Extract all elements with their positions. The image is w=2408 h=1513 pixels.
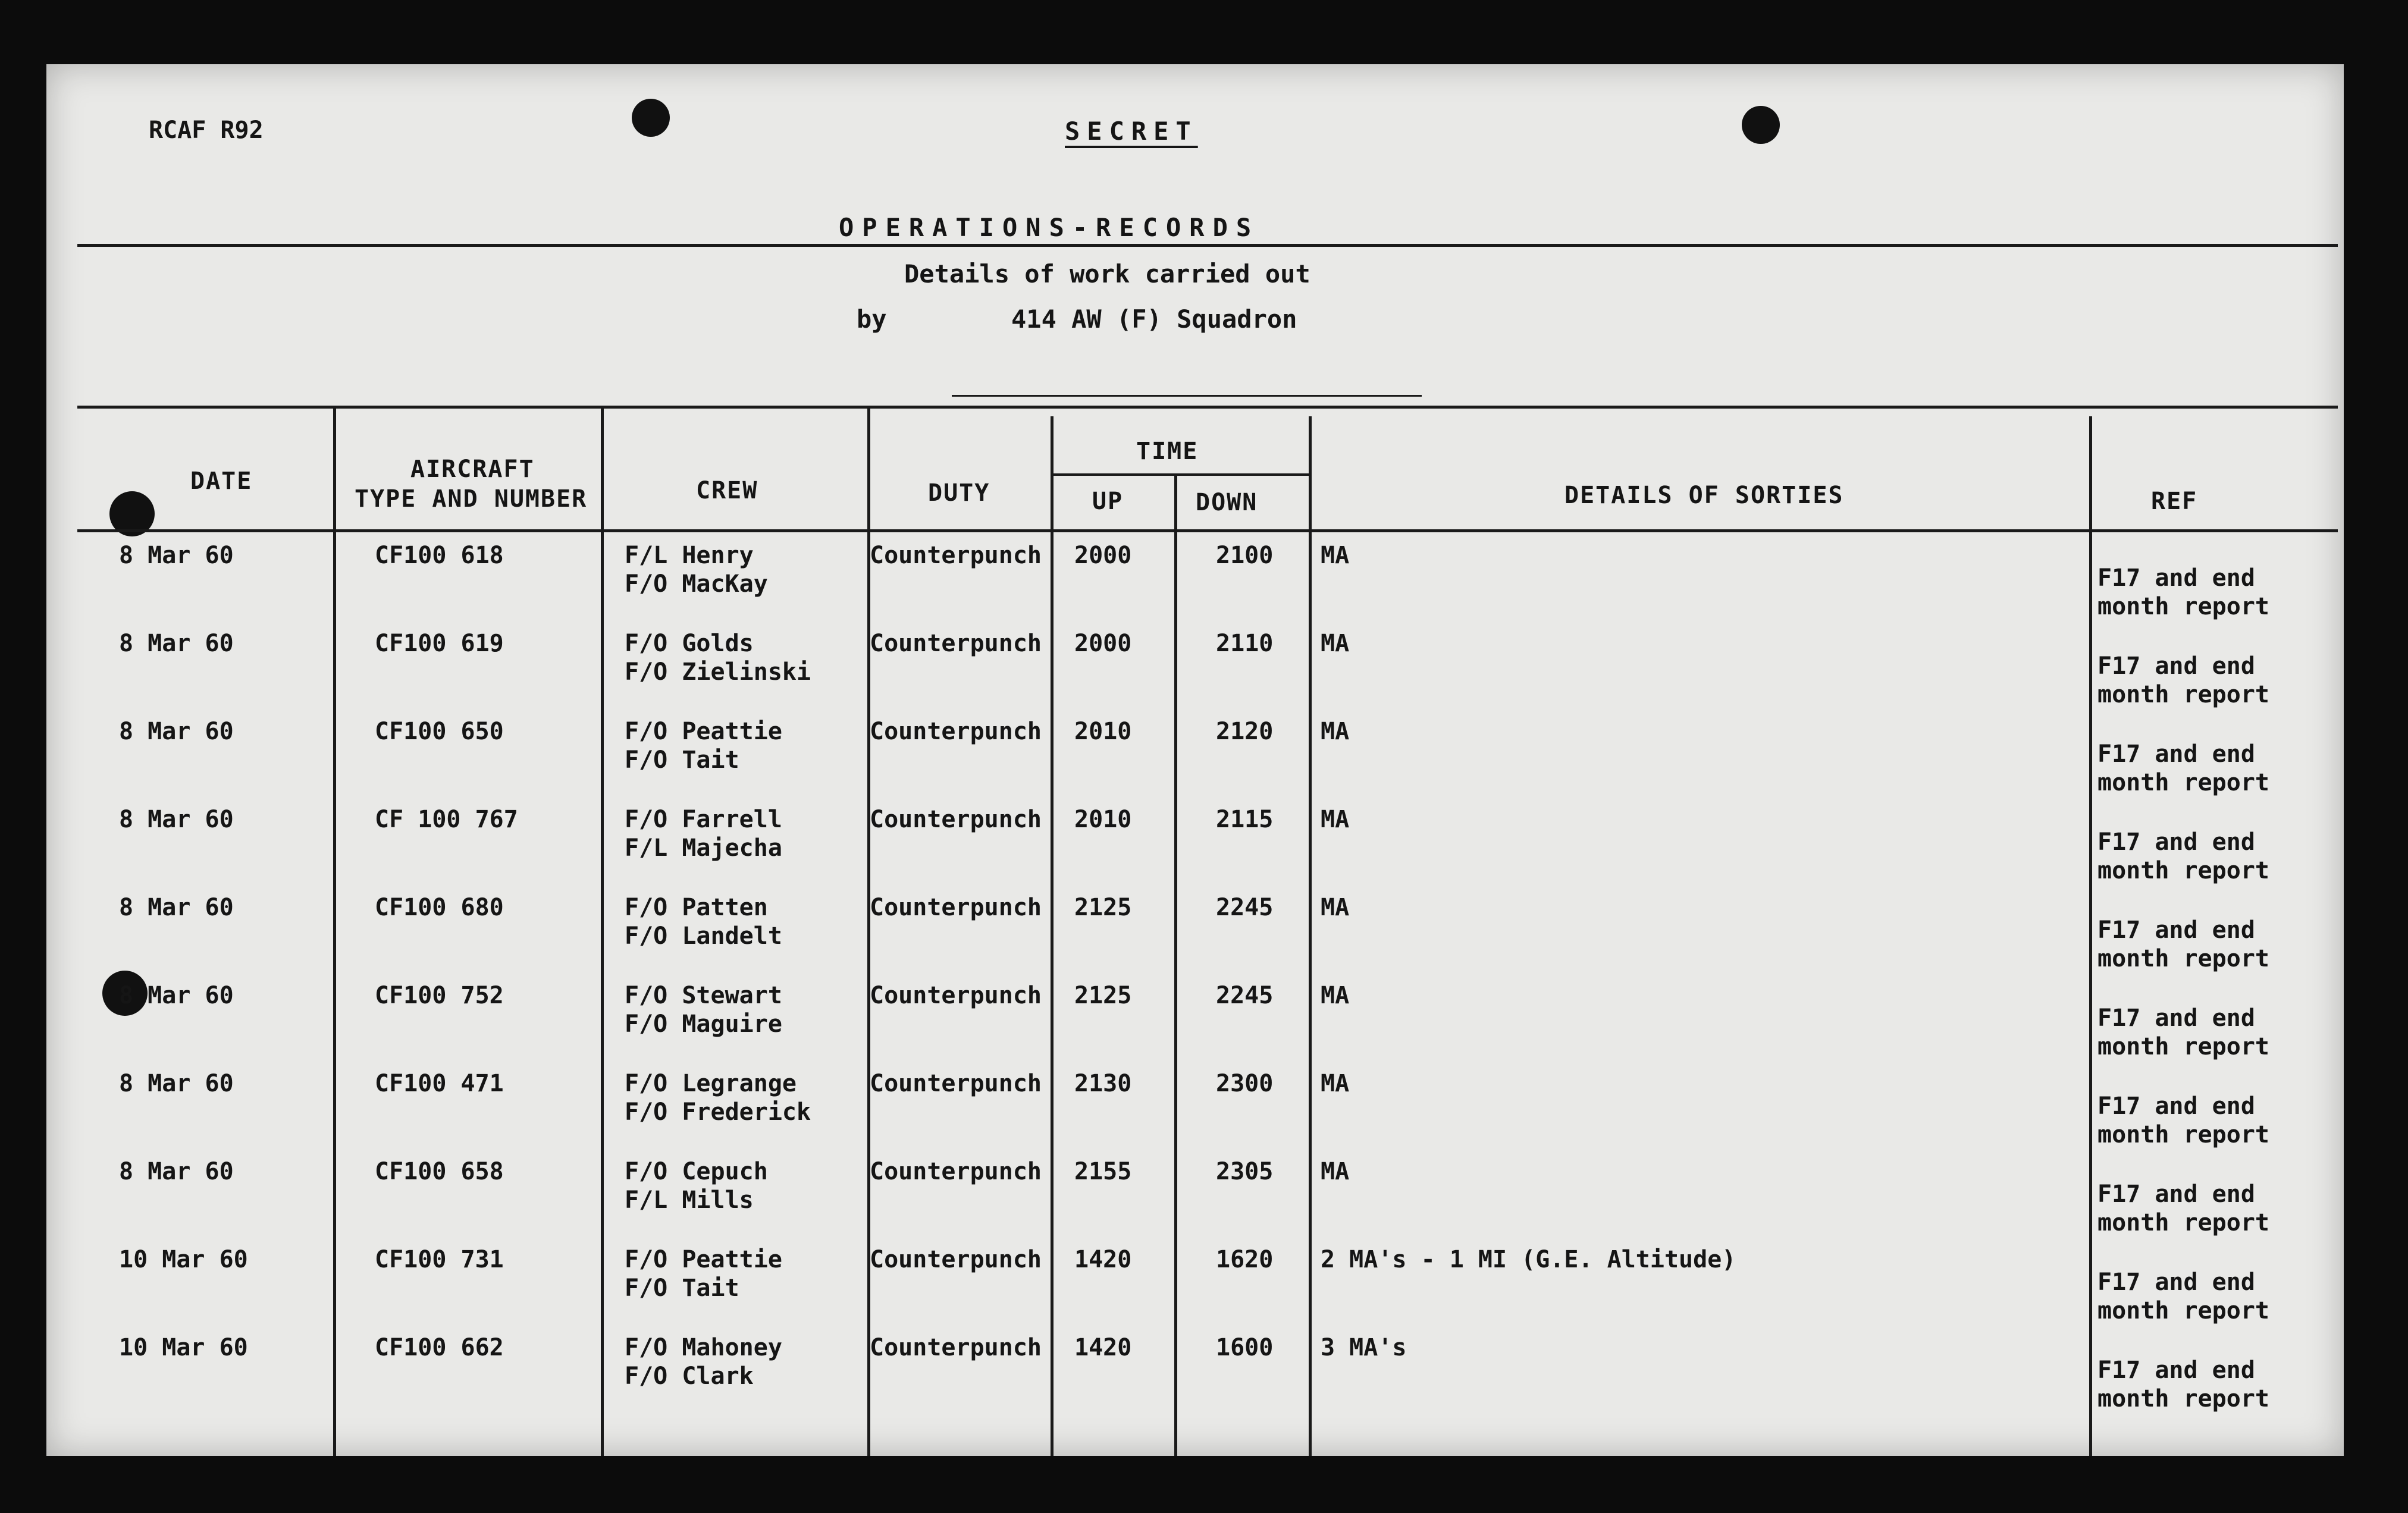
punch-hole-left — [632, 99, 670, 137]
column-divider-aircraft — [601, 406, 604, 1456]
row-ref-2: month report — [2097, 593, 2269, 620]
row-duty: Counterpunch — [870, 542, 1042, 569]
row-date: 10 Mar 60 — [119, 1334, 248, 1361]
row-crew-1: F/O Cepuch — [625, 1158, 768, 1185]
time-header-rule — [1053, 473, 1309, 476]
document-title: OPERATIONS-RECORDS — [839, 213, 1260, 242]
row-details: MA — [1321, 806, 1350, 833]
row-time-up: 1420 — [1074, 1246, 1132, 1273]
column-header-details: DETAILS OF SORTIES — [1564, 482, 1844, 509]
row-duty: Counterpunch — [870, 630, 1042, 657]
row-time-down: 2110 — [1216, 630, 1274, 657]
row-duty: Counterpunch — [870, 982, 1042, 1009]
column-header-down: DOWN — [1196, 489, 1258, 516]
row-crew-2: F/O Frederick — [625, 1098, 811, 1126]
row-details: MA — [1321, 630, 1350, 657]
row-aircraft: CF100 752 — [375, 982, 504, 1009]
row-crew-2: F/O Tait — [625, 1275, 739, 1302]
row-details: MA — [1321, 718, 1350, 745]
row-crew-2: F/L Majecha — [625, 834, 782, 862]
column-divider-duty — [1051, 416, 1054, 1456]
row-crew-2: F/O MacKay — [625, 570, 768, 598]
form-id: RCAF R92 — [149, 117, 264, 144]
row-time-down: 1620 — [1216, 1246, 1274, 1273]
row-ref-1: F17 and end — [2097, 916, 2255, 944]
row-crew-1: F/O Patten — [625, 894, 768, 921]
row-time-up: 2000 — [1074, 542, 1132, 569]
row-ref-2: month report — [2097, 1385, 2269, 1412]
row-details: 3 MA's — [1321, 1334, 1407, 1361]
row-time-up: 2000 — [1074, 630, 1132, 657]
row-time-down: 2115 — [1216, 806, 1274, 833]
row-aircraft: CF100 662 — [375, 1334, 504, 1361]
row-aircraft: CF100 731 — [375, 1246, 504, 1273]
row-details: MA — [1321, 542, 1350, 569]
table-top-rule — [77, 406, 2338, 409]
row-ref-2: month report — [2097, 769, 2269, 796]
unit-name: 414 AW (F) Squadron — [1011, 305, 1297, 334]
row-ref-2: month report — [2097, 1297, 2269, 1324]
row-time-up: 1420 — [1074, 1334, 1132, 1361]
row-duty: Counterpunch — [870, 1070, 1042, 1097]
row-time-up: 2155 — [1074, 1158, 1132, 1185]
row-details: MA — [1321, 894, 1350, 921]
row-details: MA — [1321, 982, 1350, 1009]
row-duty: Counterpunch — [870, 718, 1042, 745]
column-header-aircraft-line2: TYPE AND NUMBER — [355, 485, 588, 513]
row-ref-2: month report — [2097, 857, 2269, 884]
column-header-time: TIME — [1136, 438, 1199, 465]
punch-hole-right — [1742, 106, 1780, 144]
row-aircraft: CF100 471 — [375, 1070, 504, 1097]
column-header-aircraft-line1: AIRCRAFT — [410, 456, 535, 483]
row-aircraft: CF100 658 — [375, 1158, 504, 1185]
row-crew-1: F/O Mahoney — [625, 1334, 782, 1361]
header-rule — [77, 244, 2338, 247]
column-header-crew: CREW — [696, 477, 758, 504]
row-time-down: 2245 — [1216, 894, 1274, 921]
row-details: MA — [1321, 1070, 1350, 1097]
row-time-up: 2125 — [1074, 982, 1132, 1009]
row-aircraft: CF100 650 — [375, 718, 504, 745]
row-time-up: 2125 — [1074, 894, 1132, 921]
row-time-down: 2300 — [1216, 1070, 1274, 1097]
row-ref-1: F17 and end — [2097, 1181, 2255, 1208]
row-crew-2: F/O Maguire — [625, 1010, 782, 1038]
row-time-down: 1600 — [1216, 1334, 1274, 1361]
row-time-up: 2010 — [1074, 718, 1132, 745]
column-divider-time — [1174, 473, 1177, 1456]
column-header-duty: DUTY — [928, 479, 990, 507]
document-subtitle: Details of work carried out — [904, 259, 1310, 288]
row-date: 8 Mar 60 — [119, 806, 234, 833]
column-divider-down — [1309, 416, 1312, 1456]
row-date: 8 Mar 60 — [119, 718, 234, 745]
row-ref-1: F17 and end — [2097, 1357, 2255, 1384]
row-aircraft: CF 100 767 — [375, 806, 518, 833]
classification-label: SECRET — [1065, 117, 1198, 146]
row-crew-1: F/O Peattie — [625, 1246, 782, 1273]
row-time-up: 2010 — [1074, 806, 1132, 833]
column-header-date: DATE — [190, 467, 253, 495]
column-header-rule — [77, 529, 2338, 532]
row-duty: Counterpunch — [870, 894, 1042, 921]
row-ref-1: F17 and end — [2097, 1093, 2255, 1120]
row-crew-2: F/O Clark — [625, 1363, 754, 1390]
row-date: 8 Mar 60 — [119, 630, 234, 657]
row-ref-2: month report — [2097, 1121, 2269, 1148]
row-ref-2: month report — [2097, 1209, 2269, 1236]
row-time-down: 2100 — [1216, 542, 1274, 569]
row-crew-2: F/O Landelt — [625, 922, 782, 950]
row-details: MA — [1321, 1158, 1350, 1185]
row-crew-1: F/O Legrange — [625, 1070, 797, 1097]
row-ref-1: F17 and end — [2097, 740, 2255, 768]
row-date: 8 Mar 60 — [119, 982, 234, 1009]
row-crew-2: F/O Tait — [625, 746, 739, 774]
row-duty: Counterpunch — [870, 806, 1042, 833]
row-ref-1: F17 and end — [2097, 1005, 2255, 1032]
row-time-down: 2245 — [1216, 982, 1274, 1009]
row-ref-1: F17 and end — [2097, 564, 2255, 592]
unit-underline — [952, 395, 1422, 397]
row-crew-1: F/O Stewart — [625, 982, 782, 1009]
row-crew-1: F/O Farrell — [625, 806, 782, 833]
row-time-up: 2130 — [1074, 1070, 1132, 1097]
row-date: 8 Mar 60 — [119, 1070, 234, 1097]
row-crew-1: F/O Peattie — [625, 718, 782, 745]
column-divider-date — [333, 406, 336, 1456]
row-details: 2 MA's - 1 MI (G.E. Altitude) — [1321, 1246, 1736, 1273]
row-time-down: 2120 — [1216, 718, 1274, 745]
row-ref-2: month report — [2097, 945, 2269, 972]
row-date: 10 Mar 60 — [119, 1246, 248, 1273]
row-crew-1: F/O Golds — [625, 630, 754, 657]
row-ref-1: F17 and end — [2097, 652, 2255, 680]
row-time-down: 2305 — [1216, 1158, 1274, 1185]
row-ref-1: F17 and end — [2097, 828, 2255, 856]
row-crew-2: F/L Mills — [625, 1186, 754, 1214]
row-crew-2: F/O Zielinski — [625, 658, 811, 686]
row-date: 8 Mar 60 — [119, 1158, 234, 1185]
row-aircraft: CF100 680 — [375, 894, 504, 921]
row-duty: Counterpunch — [870, 1158, 1042, 1185]
row-crew-1: F/L Henry — [625, 542, 754, 569]
row-duty: Counterpunch — [870, 1246, 1042, 1273]
row-date: 8 Mar 60 — [119, 542, 234, 569]
row-ref-2: month report — [2097, 681, 2269, 708]
column-divider-details — [2089, 416, 2092, 1456]
row-aircraft: CF100 619 — [375, 630, 504, 657]
row-date: 8 Mar 60 — [119, 894, 234, 921]
by-label: by — [857, 305, 887, 334]
row-ref-2: month report — [2097, 1033, 2269, 1060]
column-header-ref: REF — [2151, 488, 2198, 515]
column-header-up: UP — [1092, 488, 1124, 515]
row-aircraft: CF100 618 — [375, 542, 504, 569]
row-duty: Counterpunch — [870, 1334, 1042, 1361]
row-ref-1: F17 and end — [2097, 1269, 2255, 1296]
